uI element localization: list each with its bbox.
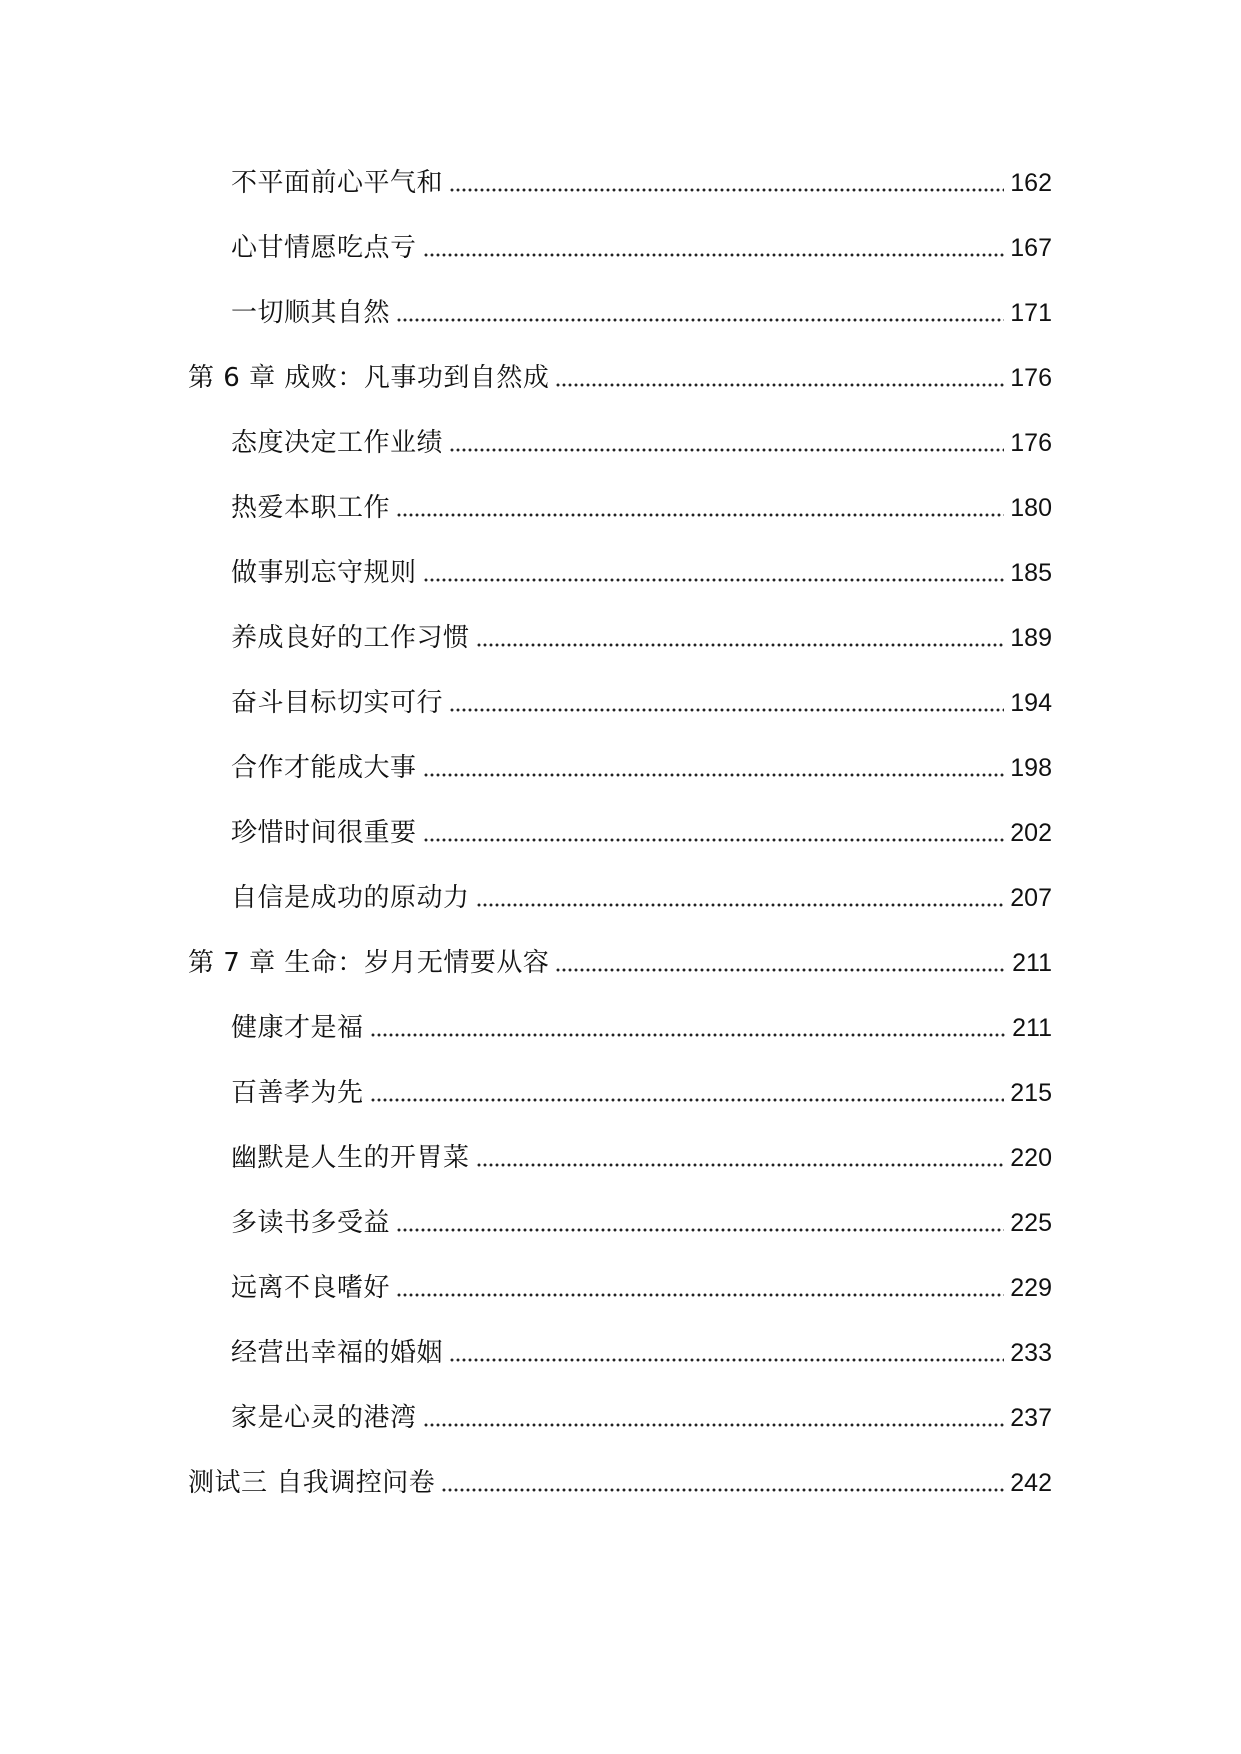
toc-entry[interactable] bbox=[231, 1398, 1052, 1438]
toc-entry-page: 211 bbox=[1012, 949, 1052, 977]
toc-entry[interactable] bbox=[231, 228, 1052, 268]
toc-entry-title: 心甘情愿吃点亏 bbox=[231, 233, 417, 263]
dot-leader bbox=[370, 1033, 1007, 1037]
toc-entry-title: 远离不良嗜好 bbox=[231, 1273, 391, 1303]
toc-entry-page: 207 bbox=[1010, 884, 1052, 912]
toc-entry-title: 幽默是人生的开胃菜 bbox=[231, 1143, 470, 1173]
toc-chapter-entry[interactable] bbox=[188, 943, 1052, 983]
toc-entry[interactable] bbox=[231, 553, 1052, 593]
dot-leader bbox=[449, 1358, 1004, 1362]
toc-entry-page: 180 bbox=[1010, 494, 1052, 522]
dot-leader bbox=[423, 1423, 1005, 1427]
dot-leader bbox=[423, 253, 1005, 257]
toc-entry-page: 167 bbox=[1010, 234, 1052, 262]
toc-chapter-entry[interactable] bbox=[188, 358, 1052, 398]
toc-entry-title: 百善孝为先 bbox=[231, 1078, 364, 1108]
toc-entry-page: 220 bbox=[1010, 1144, 1052, 1172]
toc-entry-page: 215 bbox=[1010, 1079, 1052, 1107]
toc-entry-title: 第 7 章 生命：岁月无情要从容 bbox=[188, 948, 550, 978]
toc-entry-title: 热爱本职工作 bbox=[231, 493, 391, 523]
toc-entry-page: 229 bbox=[1010, 1274, 1052, 1302]
toc-entry-title: 经营出幸福的婚姻 bbox=[231, 1338, 444, 1368]
toc-entry[interactable] bbox=[231, 683, 1052, 723]
toc-entry-title: 第 6 章 成败：凡事功到自然成 bbox=[188, 363, 550, 393]
toc-entry-page: 171 bbox=[1010, 299, 1052, 327]
toc-entry-title: 态度决定工作业绩 bbox=[231, 428, 444, 458]
dot-leader bbox=[396, 1293, 1004, 1297]
toc-entry[interactable] bbox=[231, 878, 1052, 918]
dot-leader bbox=[449, 708, 1004, 712]
toc-entry-page: 185 bbox=[1010, 559, 1052, 587]
toc-entry-page: 225 bbox=[1010, 1209, 1052, 1237]
toc-entry-title: 合作才能成大事 bbox=[231, 753, 417, 783]
dot-leader bbox=[449, 448, 1004, 452]
dot-leader bbox=[476, 1163, 1005, 1167]
toc-section-entry[interactable] bbox=[188, 1463, 1052, 1503]
toc-entry-title: 测试三 自我调控问卷 bbox=[188, 1468, 436, 1498]
toc-entry[interactable] bbox=[231, 293, 1052, 333]
toc-entry[interactable] bbox=[231, 1073, 1052, 1113]
toc-entry-page: 162 bbox=[1010, 169, 1052, 197]
toc-entry[interactable] bbox=[231, 163, 1052, 203]
dot-leader bbox=[476, 643, 1005, 647]
dot-leader bbox=[396, 513, 1004, 517]
toc-entry-title: 不平面前心平气和 bbox=[231, 168, 444, 198]
toc-entry-title: 奋斗目标切实可行 bbox=[231, 688, 444, 718]
dot-leader bbox=[423, 578, 1005, 582]
toc-entry-title: 健康才是福 bbox=[231, 1013, 364, 1043]
dot-leader bbox=[555, 968, 1006, 972]
toc-entry-title: 做事别忘守规则 bbox=[231, 558, 417, 588]
toc-entry[interactable] bbox=[231, 1138, 1052, 1178]
toc-entry[interactable] bbox=[231, 423, 1052, 463]
toc-entry-page: 233 bbox=[1010, 1339, 1052, 1367]
toc-entry-page: 176 bbox=[1010, 364, 1052, 392]
toc-entry[interactable] bbox=[231, 618, 1052, 658]
dot-leader bbox=[441, 1488, 1004, 1492]
toc-entry-title: 珍惜时间很重要 bbox=[231, 818, 417, 848]
dot-leader bbox=[449, 188, 1004, 192]
dot-leader bbox=[396, 318, 1004, 322]
toc-entry-page: 237 bbox=[1010, 1404, 1052, 1432]
dot-leader bbox=[370, 1098, 1005, 1102]
dot-leader bbox=[476, 903, 1005, 907]
dot-leader bbox=[555, 383, 1004, 387]
toc-entry[interactable] bbox=[231, 748, 1052, 788]
toc-entry-title: 家是心灵的港湾 bbox=[231, 1403, 417, 1433]
toc-entry-page: 242 bbox=[1010, 1469, 1052, 1497]
toc-entry-title: 养成良好的工作习惯 bbox=[231, 623, 470, 653]
toc-entry-page: 194 bbox=[1010, 689, 1052, 717]
toc-entry-page: 198 bbox=[1010, 754, 1052, 782]
toc-entry[interactable] bbox=[231, 813, 1052, 853]
toc-entry[interactable] bbox=[231, 1203, 1052, 1243]
toc-entry[interactable] bbox=[231, 488, 1052, 528]
toc-entry[interactable] bbox=[231, 1008, 1052, 1048]
toc-entry-page: 176 bbox=[1010, 429, 1052, 457]
toc-entry-title: 自信是成功的原动力 bbox=[231, 883, 470, 913]
dot-leader bbox=[423, 773, 1005, 777]
toc-entry-title: 一切顺其自然 bbox=[231, 298, 391, 328]
toc-entry-page: 202 bbox=[1010, 819, 1052, 847]
dot-leader bbox=[396, 1228, 1004, 1232]
toc-entry[interactable] bbox=[231, 1268, 1052, 1308]
toc-entry-page: 189 bbox=[1010, 624, 1052, 652]
toc-entry[interactable] bbox=[231, 1333, 1052, 1373]
toc-entry-title: 多读书多受益 bbox=[231, 1208, 391, 1238]
toc-entry-page: 211 bbox=[1012, 1014, 1052, 1042]
dot-leader bbox=[423, 838, 1005, 842]
